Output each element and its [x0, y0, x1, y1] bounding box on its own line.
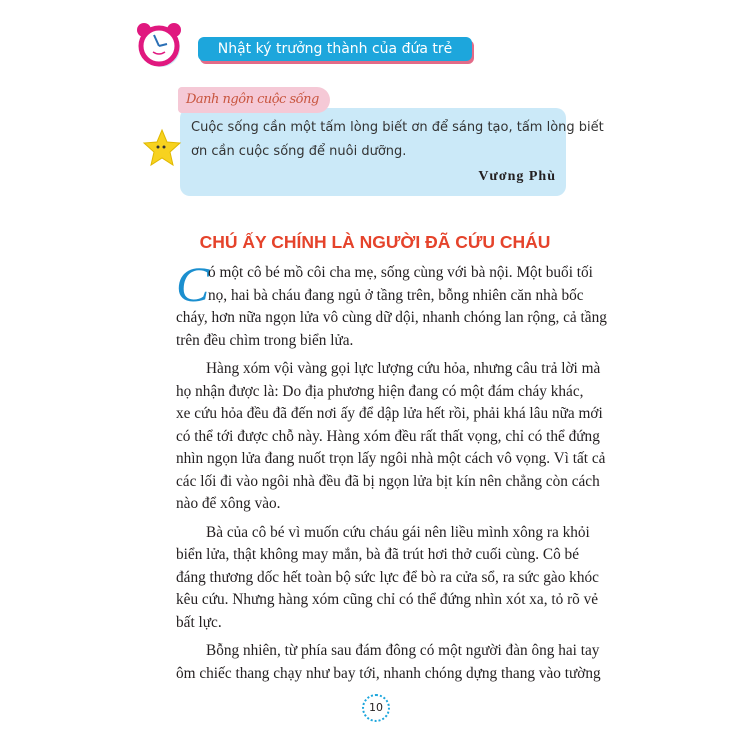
text-line: ôm chiếc thang chạy như bay tới, nhanh chóng dựng thang vào tường	[176, 664, 601, 682]
paragraph	[176, 522, 599, 635]
drop-cap: C	[176, 256, 210, 312]
text-line: kêu cứu. Nhưng hàng xóm cũng chỉ có thể đứng nhìn xót xa, tỏ rõ vẻ	[176, 591, 599, 608]
quote-line: ơn cần cuộc sống để nuôi dưỡng.	[191, 144, 407, 159]
text-line: đáng thương dốc hết toàn bộ sức lực để bò ra cửa sổ, ra sức gào khóc	[176, 568, 599, 586]
text-line: nọ, hai bà cháu đang ngủ ở tầng trên, bỗng nhiên căn nhà bốc	[208, 286, 584, 304]
story-body	[176, 256, 607, 691]
quote-author: Vương Phù	[478, 169, 556, 184]
text-line: nhìn ngọn lửa đang nuốt trọn lấy ngôi nhà một cách vô vọng. Vì tất cả	[176, 450, 606, 467]
paragraph	[176, 640, 601, 685]
paragraph	[176, 256, 607, 352]
quote-line: Cuộc sống cần một tấm lòng biết ơn để sáng tạo, tấm lòng biết	[191, 120, 604, 135]
text-line: biển lửa, thật không may mắn, bà đã trút hơi thở cuối cùng. Cô bé	[176, 546, 579, 563]
quote-text	[191, 116, 604, 164]
story-title: CHÚ ẤY CHÍNH LÀ NGƯỜI ĐÃ CỨU CHÁU	[199, 232, 551, 252]
star-icon	[142, 128, 182, 168]
page-number: 10	[362, 694, 390, 722]
series-title-banner: Nhật ký trưởng thành của đứa trẻ ngoan	[198, 37, 472, 61]
alarm-clock-icon	[134, 20, 184, 70]
text-line: ó một cô bé mồ côi cha mẹ, sống cùng với bà nội. Một buổi tối	[208, 264, 593, 281]
paragraph	[176, 358, 606, 516]
text-line: họ nhận được là: Do địa phương hiện đang có một đám cháy khác,	[176, 382, 584, 400]
text-line: nào để xông vào.	[176, 495, 281, 512]
text-line: Hàng xóm vội vàng gọi lực lượng cứu hỏa, nhưng câu trả lời mà	[206, 360, 601, 377]
text-line: cháy, hơn nữa ngọn lửa vô cùng dữ dội, nhanh chóng lan rộng, cả tầng	[176, 309, 607, 326]
text-line: Bà của cô bé vì muốn cứu cháu gái nên liều mình xông ra khỏi	[206, 523, 590, 541]
text-line: các lối đi vào ngôi nhà đều đã bị ngọn lửa bịt kín nên chẳng còn cách	[176, 472, 600, 490]
text-line: Bỗng nhiên, từ phía sau đám đông có một người đàn ông hai tay	[206, 642, 600, 659]
text-line: trên đều chìm trong biển lửa.	[176, 331, 354, 349]
text-line: xe cứu hỏa đều đã đến nơi ấy để dập lửa hết rồi, phải khá lâu nữa mới	[176, 405, 603, 422]
quote-label: Danh ngôn cuộc sống	[178, 87, 330, 113]
text-line: bất lực.	[176, 613, 222, 631]
text-line: có thể tới được chỗ này. Hàng xóm đều rất thất vọng, chỉ có thể đứng	[176, 427, 600, 445]
